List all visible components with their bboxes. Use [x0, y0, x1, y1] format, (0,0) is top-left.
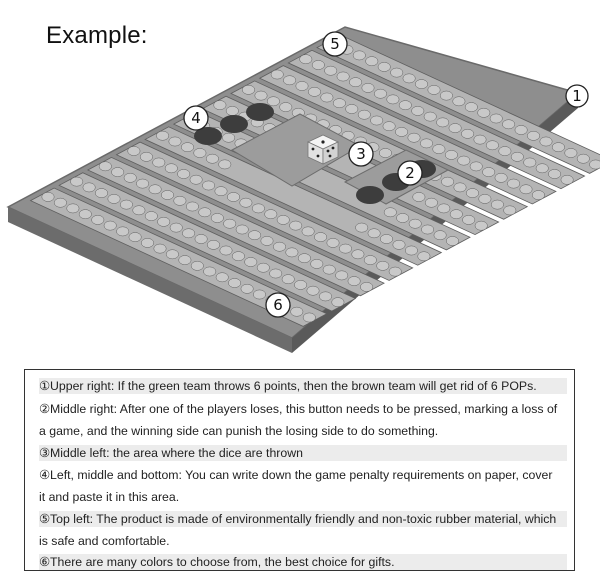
pop-bubble	[252, 204, 264, 213]
pop-bubble	[265, 210, 277, 219]
pop-bubble	[353, 51, 365, 60]
pop-bubble	[280, 103, 292, 112]
pop-bubble	[333, 99, 345, 108]
pop-bubble	[387, 95, 399, 104]
pop-bubble	[325, 66, 337, 75]
pop-bubble	[99, 162, 111, 171]
callout-5	[323, 32, 347, 56]
pop-bubble	[308, 87, 320, 96]
button-hole	[356, 186, 384, 204]
pop-bubble	[207, 240, 219, 249]
pop-bubble	[71, 177, 83, 186]
pop-bubble	[83, 183, 95, 192]
pop-bubble	[561, 175, 573, 184]
pop-bubble	[377, 261, 389, 270]
pop-bubble	[441, 177, 453, 186]
pop-bubble	[242, 85, 254, 94]
pop-bubble	[303, 313, 315, 322]
pop-bubble	[445, 150, 457, 159]
pop-bubble	[282, 275, 294, 284]
pop-bubble	[366, 57, 378, 66]
pop-bubble	[165, 164, 177, 173]
pop-bubble	[195, 234, 207, 243]
pop-bubble	[450, 210, 462, 219]
pop-bubble	[428, 85, 440, 94]
pop-bubble	[228, 278, 240, 287]
pop-bubble	[273, 242, 285, 251]
callout-5-label: 5	[330, 35, 340, 53]
pop-bubble	[129, 233, 141, 242]
pop-bubble	[181, 143, 193, 152]
pop-bubble	[136, 179, 148, 188]
pop-bubble	[79, 210, 91, 219]
description-line: ①Upper right: If the green team throws 6 points, then the brown team will get rid of 6 POPs.	[39, 378, 567, 394]
pop-bubble	[465, 103, 477, 112]
pop-bubble	[291, 307, 303, 316]
pop-bubble	[403, 74, 415, 83]
pop-bubble	[174, 196, 186, 205]
pop-bubble	[298, 254, 310, 263]
pop-bubble	[504, 206, 516, 215]
pop-bubble	[332, 298, 344, 307]
pop-bubble	[311, 259, 323, 268]
pop-bubble	[515, 125, 527, 134]
pop-bubble	[92, 215, 104, 224]
pop-bubble	[226, 106, 238, 115]
pop-bubble	[424, 112, 436, 121]
pop-bubble	[245, 257, 257, 266]
pop-bubble	[261, 236, 273, 245]
pop-bubble	[486, 141, 498, 150]
pop-bubble	[463, 215, 475, 224]
pop-bubble	[336, 271, 348, 280]
pop-bubble	[368, 229, 380, 238]
pop-bubble	[156, 131, 168, 140]
pop-bubble	[220, 246, 232, 255]
pop-bubble	[433, 145, 445, 154]
pop-bubble	[499, 147, 511, 156]
pop-bubble	[227, 192, 239, 201]
pop-bubble	[204, 267, 216, 276]
pop-bubble	[211, 213, 223, 222]
pop-bubble	[319, 292, 331, 301]
pop-bubble	[290, 221, 302, 230]
pop-bubble	[191, 261, 203, 270]
pop-bubble	[166, 250, 178, 259]
pop-bubble	[257, 263, 269, 272]
pop-bubble	[440, 91, 452, 100]
pop-bubble	[511, 152, 523, 161]
pop-bubble	[169, 137, 181, 146]
pop-bubble	[479, 194, 491, 203]
pop-bubble	[241, 284, 253, 293]
pop-bubble	[360, 282, 372, 291]
pop-bubble	[108, 194, 120, 203]
pop-bubble	[179, 256, 191, 265]
pop-bubble	[478, 108, 490, 117]
pop-bubble	[248, 231, 260, 240]
pop-bubble	[286, 248, 298, 257]
pop-bubble	[577, 154, 589, 163]
pop-bubble	[271, 70, 283, 79]
pop-bubble	[133, 206, 145, 215]
pop-bubble	[470, 162, 482, 171]
pop-bubble	[267, 97, 279, 106]
pop-bubble	[67, 204, 79, 213]
pop-bubble	[384, 208, 396, 217]
description-line: ⑤Top left: The product is made of environmentally friendly and non-toxic rubber material, which	[39, 511, 567, 527]
pop-bubble	[255, 91, 267, 100]
pop-bubble	[104, 221, 116, 230]
description-line: ②Middle right: After one of the players loses, this button needs to be pressed, marking a loss of	[39, 402, 558, 416]
callout-3-label: 3	[356, 145, 366, 163]
pop-bubble	[358, 110, 370, 119]
pop-bubble	[446, 236, 458, 245]
pop-bubble	[349, 78, 361, 87]
pop-bubble	[216, 273, 228, 282]
callout-1-label: 1	[572, 87, 582, 105]
pop-bubble	[520, 185, 532, 194]
pop-bubble	[194, 148, 206, 157]
button-hole	[220, 115, 248, 133]
pop-bubble	[214, 101, 226, 110]
pop-bubble	[524, 158, 536, 167]
pop-bubble	[421, 225, 433, 234]
pop-bubble	[532, 191, 544, 200]
pop-bubble	[395, 127, 407, 136]
pop-bubble	[405, 246, 417, 255]
pop-bubble	[536, 164, 548, 173]
pop-bubble	[356, 223, 368, 232]
pop-bubble	[412, 106, 424, 115]
pop-bubble	[434, 231, 446, 240]
pop-bubble	[124, 173, 136, 182]
button-hole	[246, 103, 274, 121]
pop-bubble	[346, 104, 358, 113]
pop-bubble	[186, 202, 198, 211]
pop-bubble	[323, 265, 335, 274]
pop-bubble	[378, 62, 390, 71]
pop-bubble	[314, 233, 326, 242]
callout-4	[184, 106, 208, 130]
pop-bubble	[362, 83, 374, 92]
pop-bubble	[449, 124, 461, 133]
pop-bubble	[409, 219, 421, 228]
pop-bubble	[222, 133, 234, 142]
pop-bubble	[54, 198, 66, 207]
pop-bubble	[548, 169, 560, 178]
pop-bubble	[232, 252, 244, 261]
pop-bubble	[507, 179, 519, 188]
description-line: is safe and comfortable.	[39, 534, 170, 548]
pop-bubble	[206, 154, 218, 163]
pop-bubble	[408, 133, 420, 142]
pop-bubble	[240, 198, 252, 207]
pop-bubble	[474, 135, 486, 144]
pop-bubble	[219, 160, 231, 169]
pop-bubble	[294, 280, 306, 289]
pop-bubble	[120, 200, 132, 209]
pop-bubble	[502, 120, 514, 129]
callout-1	[566, 85, 588, 107]
pop-bubble	[565, 148, 577, 157]
pop-bubble	[466, 189, 478, 198]
pop-bubble	[140, 152, 152, 161]
pop-bubble	[393, 240, 405, 249]
pop-bubble	[283, 76, 295, 85]
pop-bubble	[153, 158, 165, 167]
pop-bubble	[253, 290, 265, 299]
pop-bubble	[202, 181, 214, 190]
pop-bubble	[437, 118, 449, 127]
pop-bubble	[590, 160, 600, 169]
pop-bubble	[552, 143, 564, 152]
pop-bubble	[277, 215, 289, 224]
pop-bubble	[296, 81, 308, 90]
example-title: Example:	[46, 22, 148, 49]
pop-bubble	[178, 169, 190, 178]
pop-bubble	[145, 212, 157, 221]
description-box	[24, 369, 575, 571]
pop-bubble	[540, 137, 552, 146]
callout-2-label: 2	[405, 164, 415, 182]
pop-bubble	[527, 131, 539, 140]
pop-bubble	[453, 97, 465, 106]
pop-bubble	[321, 93, 333, 102]
description-line: a game, and the winning side can punish the losing side to do something.	[39, 424, 439, 438]
pop-bubble	[438, 204, 450, 213]
pop-bubble	[141, 238, 153, 247]
pop-bubble	[391, 68, 403, 77]
callout-6	[266, 293, 290, 317]
pop-bubble	[190, 175, 202, 184]
pop-bubble	[300, 55, 312, 64]
pop-bubble	[454, 183, 466, 192]
pop-bubble	[112, 168, 124, 177]
pop-bubble	[199, 208, 211, 217]
pop-bubble	[415, 80, 427, 89]
pop-bubble	[379, 148, 391, 157]
pop-bubble	[371, 116, 383, 125]
pop-bubble	[495, 173, 507, 182]
pop-bubble	[413, 192, 425, 201]
pop-bubble	[461, 129, 473, 138]
pop-bubble	[374, 89, 386, 98]
pop-bubble	[170, 223, 182, 232]
pop-bubble	[312, 60, 324, 69]
pop-bubble	[420, 139, 432, 148]
pop-bubble	[161, 190, 173, 199]
pop-bubble	[182, 229, 194, 238]
pop-bubble	[418, 252, 430, 261]
description-line: it and paste it in this area.	[39, 490, 180, 504]
callout-4-label: 4	[191, 109, 201, 127]
pop-bubble	[399, 101, 411, 110]
pop-bubble	[224, 219, 236, 228]
description-line: ⑥There are many colors to choose from, the best choice for gifts.	[39, 554, 567, 570]
pop-bubble	[307, 286, 319, 295]
pop-bubble	[348, 277, 360, 286]
pop-bubble	[397, 213, 409, 222]
description-line: ③Middle left: the area where the dice are thrown	[39, 445, 567, 461]
description-line: ④Left, middle and bottom: You can write down the game penalty requirements on paper, cover	[39, 468, 553, 482]
pop-bubble	[458, 156, 470, 165]
pop-bubble	[483, 168, 495, 177]
pop-bubble	[154, 244, 166, 253]
pop-bubble	[383, 122, 395, 131]
pop-bubble	[389, 267, 401, 276]
callout-6-label: 6	[273, 296, 283, 314]
pop-bubble	[327, 238, 339, 247]
pop-bubble	[490, 114, 502, 123]
pop-bubble	[352, 250, 364, 259]
pop-bubble	[215, 187, 227, 196]
pop-bubble	[42, 192, 54, 201]
pop-bubble	[128, 146, 140, 155]
pop-bubble	[339, 244, 351, 253]
pop-bubble	[475, 221, 487, 230]
pop-bubble	[95, 189, 107, 198]
pop-bubble	[491, 200, 503, 209]
pop-bubble	[337, 72, 349, 81]
callout-2	[398, 161, 422, 185]
pop-bubble	[425, 198, 437, 207]
pop-bubble	[236, 225, 248, 234]
pop-bubble	[149, 185, 161, 194]
pop-bubble	[158, 217, 170, 226]
pop-bubble	[270, 269, 282, 278]
pop-bubble	[364, 256, 376, 265]
pop-bubble	[302, 227, 314, 236]
pop-bubble	[380, 234, 392, 243]
callout-3	[349, 142, 373, 166]
pop-bubble	[117, 227, 129, 236]
